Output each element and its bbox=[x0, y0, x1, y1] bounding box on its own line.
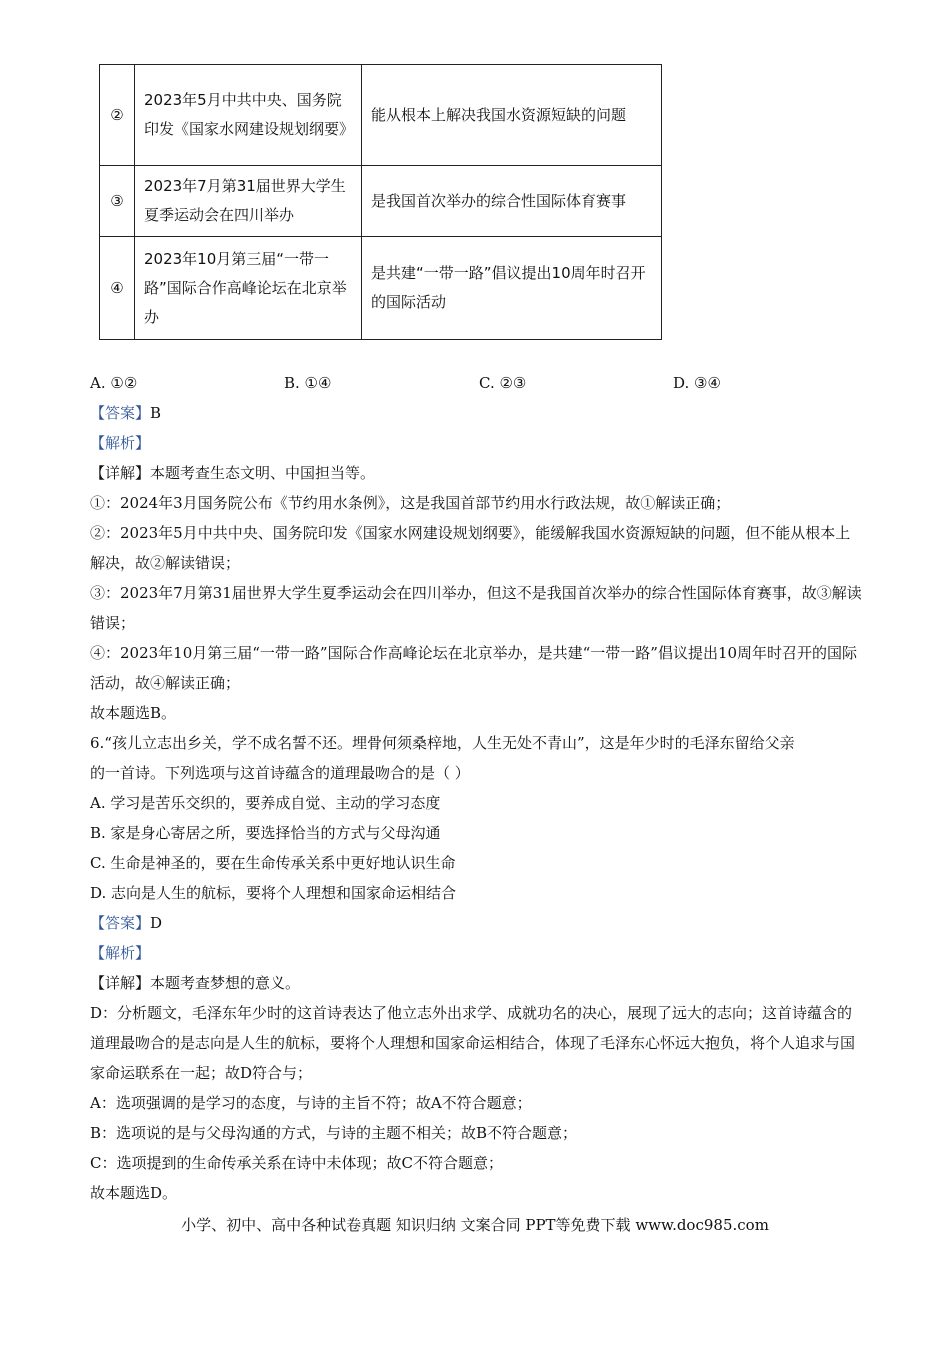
q6-option-b: B. 家是身心寄居之所，要选择恰当的方式与父母沟通 bbox=[90, 824, 441, 842]
q6-option-c: C. 生命是神圣的，要在生命传承关系中更好地认识生命 bbox=[90, 854, 456, 872]
q6-detail-line: D：分析题文，毛泽东年少时的这首诗表达了他立志外出求学、成就功名的决心，展现了远大的志向；这首诗蕴含的道理最吻合的是志向是人生的航标，要将个人理想和国家命运相结合，体现了毛泽东心怀远大抱负，将个人追求与国家命运联系在一起；故D符合与； bbox=[90, 1004, 856, 1082]
page-footer: 小学、初中、高中各种试卷真题 知识归纳 文案合同 PPT等免费下载 www.doc985.com bbox=[181, 1216, 769, 1234]
q6-option-d: D. 志向是人生的航标，要将个人理想和国家命运相结合 bbox=[90, 884, 457, 902]
answer-label: 【答案】 bbox=[90, 404, 151, 422]
q5-detail-line: ①：2024年3月国务院公布《节约用水条例》，这是我国首部节约用水行政法规，故①解读正确； bbox=[90, 494, 731, 512]
q6-option-a: A. 学习是苦乐交织的，要养成自觉、主动的学习态度 bbox=[90, 794, 441, 812]
q5-answer bbox=[90, 398, 862, 428]
table-row bbox=[100, 237, 662, 340]
row-number: ④ bbox=[100, 237, 135, 340]
interpretation-cell: 是我国首次举办的综合性国际体育赛事 bbox=[362, 166, 662, 237]
table-row bbox=[100, 65, 662, 166]
q5-option-c: C. ②③ bbox=[479, 374, 527, 392]
q6-detail-line: 【详解】本题考查梦想的意义。 bbox=[90, 974, 301, 992]
q6-answer bbox=[90, 908, 862, 938]
q6-detail-line: 故本题选D。 bbox=[90, 1184, 178, 1202]
table-row bbox=[100, 166, 662, 237]
q6-stem: 6.“孩儿立志出乡关，学不成名誓不还。埋骨何须桑梓地，人生无处不青山”，这是年少时的毛泽东留给父亲 bbox=[90, 734, 795, 752]
q5-analysis-label: 【解析】 bbox=[90, 434, 151, 452]
q5-detail-line: 【详解】本题考查生态文明、中国担当等。 bbox=[90, 464, 376, 482]
events-table bbox=[99, 64, 662, 340]
event-cell: 2023年7月第31届世界大学生夏季运动会在四川举办 bbox=[135, 166, 362, 237]
q6-stem-continued: 的一首诗。下列选项与这首诗蕴含的道理最吻合的是（ ） bbox=[90, 764, 470, 782]
interpretation-cell: 能从根本上解决我国水资源短缺的问题 bbox=[362, 65, 662, 166]
answer-value: D bbox=[150, 914, 163, 932]
answer-label: 【答案】 bbox=[90, 914, 151, 932]
q6-detail-line: C：选项提到的生命传承关系在诗中未体现；故C不符合题意； bbox=[90, 1154, 503, 1172]
q5-detail-line: ④：2023年10月第三届“一带一路”国际合作高峰论坛在北京举办，是共建“一带一路”倡议提出10周年时召开的国际活动，故④解读正确； bbox=[90, 644, 858, 692]
q5-detail-line: ②：2023年5月中共中央、国务院印发《国家水网建设规划纲要》，能缓解我国水资源短缺的问题，但不能从根本上解决，故②解读错误； bbox=[90, 524, 851, 572]
q5-option-a: A. ①② bbox=[90, 374, 138, 392]
q5-detail-line: 故本题选B。 bbox=[90, 704, 177, 722]
q5-option-d: D. ③④ bbox=[673, 374, 721, 392]
q5-option-b: B. ①④ bbox=[284, 374, 332, 392]
content-body bbox=[90, 398, 862, 1208]
answer-value: B bbox=[150, 404, 162, 422]
event-cell: 2023年5月中共中央、国务院印发《国家水网建设规划纲要》 bbox=[135, 65, 362, 166]
q5-detail-line: ③：2023年7月第31届世界大学生夏季运动会在四川举办，但这不是我国首次举办的综合性国际体育赛事，故③解读错误； bbox=[90, 584, 862, 632]
interpretation-cell: 是共建“一带一路”倡议提出10周年时召开的国际活动 bbox=[362, 237, 662, 340]
row-number: ② bbox=[100, 65, 135, 166]
q6-detail-line: A：选项强调的是学习的态度，与诗的主旨不符；故A不符合题意； bbox=[90, 1094, 532, 1112]
q5-options bbox=[90, 370, 850, 396]
q6-detail-line: B：选项说的是与父母沟通的方式，与诗的主题不相关；故B不符合题意； bbox=[90, 1124, 578, 1142]
q6-analysis-label: 【解析】 bbox=[90, 944, 151, 962]
event-cell: 2023年10月第三届“一带一路”国际合作高峰论坛在北京举办 bbox=[135, 237, 362, 340]
row-number: ③ bbox=[100, 166, 135, 237]
